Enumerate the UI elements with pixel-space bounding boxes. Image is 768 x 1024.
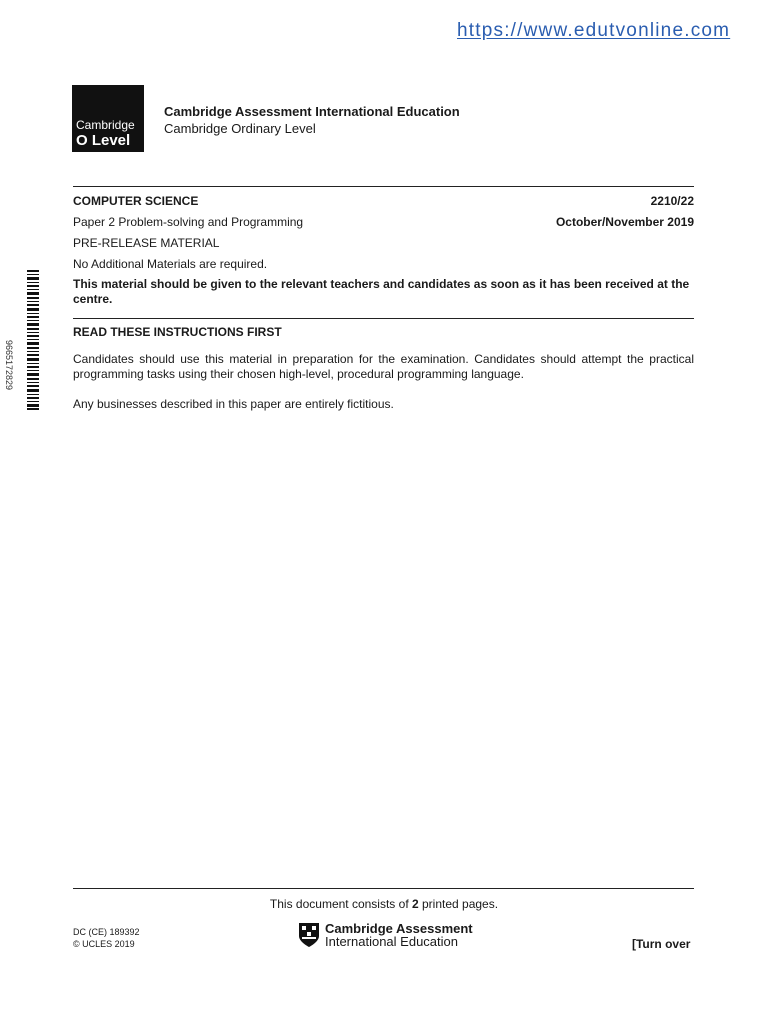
page-count-suffix: printed pages.: [418, 897, 499, 911]
materials-note: No Additional Materials are required.: [73, 257, 268, 271]
paper-title: Paper 2 Problem-solving and Programming: [73, 215, 304, 229]
header-bottom-rule: [73, 318, 694, 319]
instructions-heading: READ THESE INSTRUCTIONS FIRST: [73, 325, 282, 339]
footer-rule: [73, 888, 694, 889]
page-count-note: [0, 897, 768, 911]
distribution-notice: This material should be given to the relevant teachers and candidates as soon as it has been received at the centre.: [73, 277, 690, 306]
subject-title: COMPUTER SCIENCE: [73, 194, 199, 208]
logo-line-1: Cambridge: [76, 118, 135, 132]
header-top-rule: [73, 186, 694, 187]
barcode-graphic: [27, 270, 39, 410]
material-type: PRE-RELEASE MATERIAL: [73, 236, 220, 250]
footer-logo-line-2: International Education: [325, 934, 458, 949]
barcode: [27, 270, 39, 410]
document-code: DC (CE) 189392: [73, 927, 140, 937]
barcode-number: 9665172829: [4, 340, 14, 391]
cambridge-assessment-logo: [298, 922, 473, 948]
footer-logo-line-1: Cambridge Assessment: [325, 921, 473, 936]
instructions-paragraph: Candidates should use this material in preparation for the examination. Candidates should attempt the practical programming tasks using their chosen high-level, procedural programming language.: [73, 352, 694, 381]
website-url[interactable]: https://www.edutvonline.com: [457, 20, 731, 41]
page-count-number: 2: [411, 897, 419, 911]
page-count-prefix: This document consists of: [269, 897, 412, 911]
exam-session: October/November 2019: [555, 215, 694, 229]
cambridge-o-level-logo: [72, 85, 144, 152]
qualification-level: Cambridge Ordinary Level: [164, 121, 316, 136]
crest-icon: [298, 922, 320, 948]
organization-name: Cambridge Assessment International Education: [164, 104, 460, 119]
logo-line-2: O Level: [76, 132, 131, 149]
fictitious-note: Any businesses described in this paper are entirely fictitious.: [73, 397, 394, 411]
copyright: © UCLES 2019: [73, 939, 135, 949]
turn-over-label: [Turn over: [632, 937, 691, 951]
paper-code: 2210/22: [650, 194, 694, 208]
